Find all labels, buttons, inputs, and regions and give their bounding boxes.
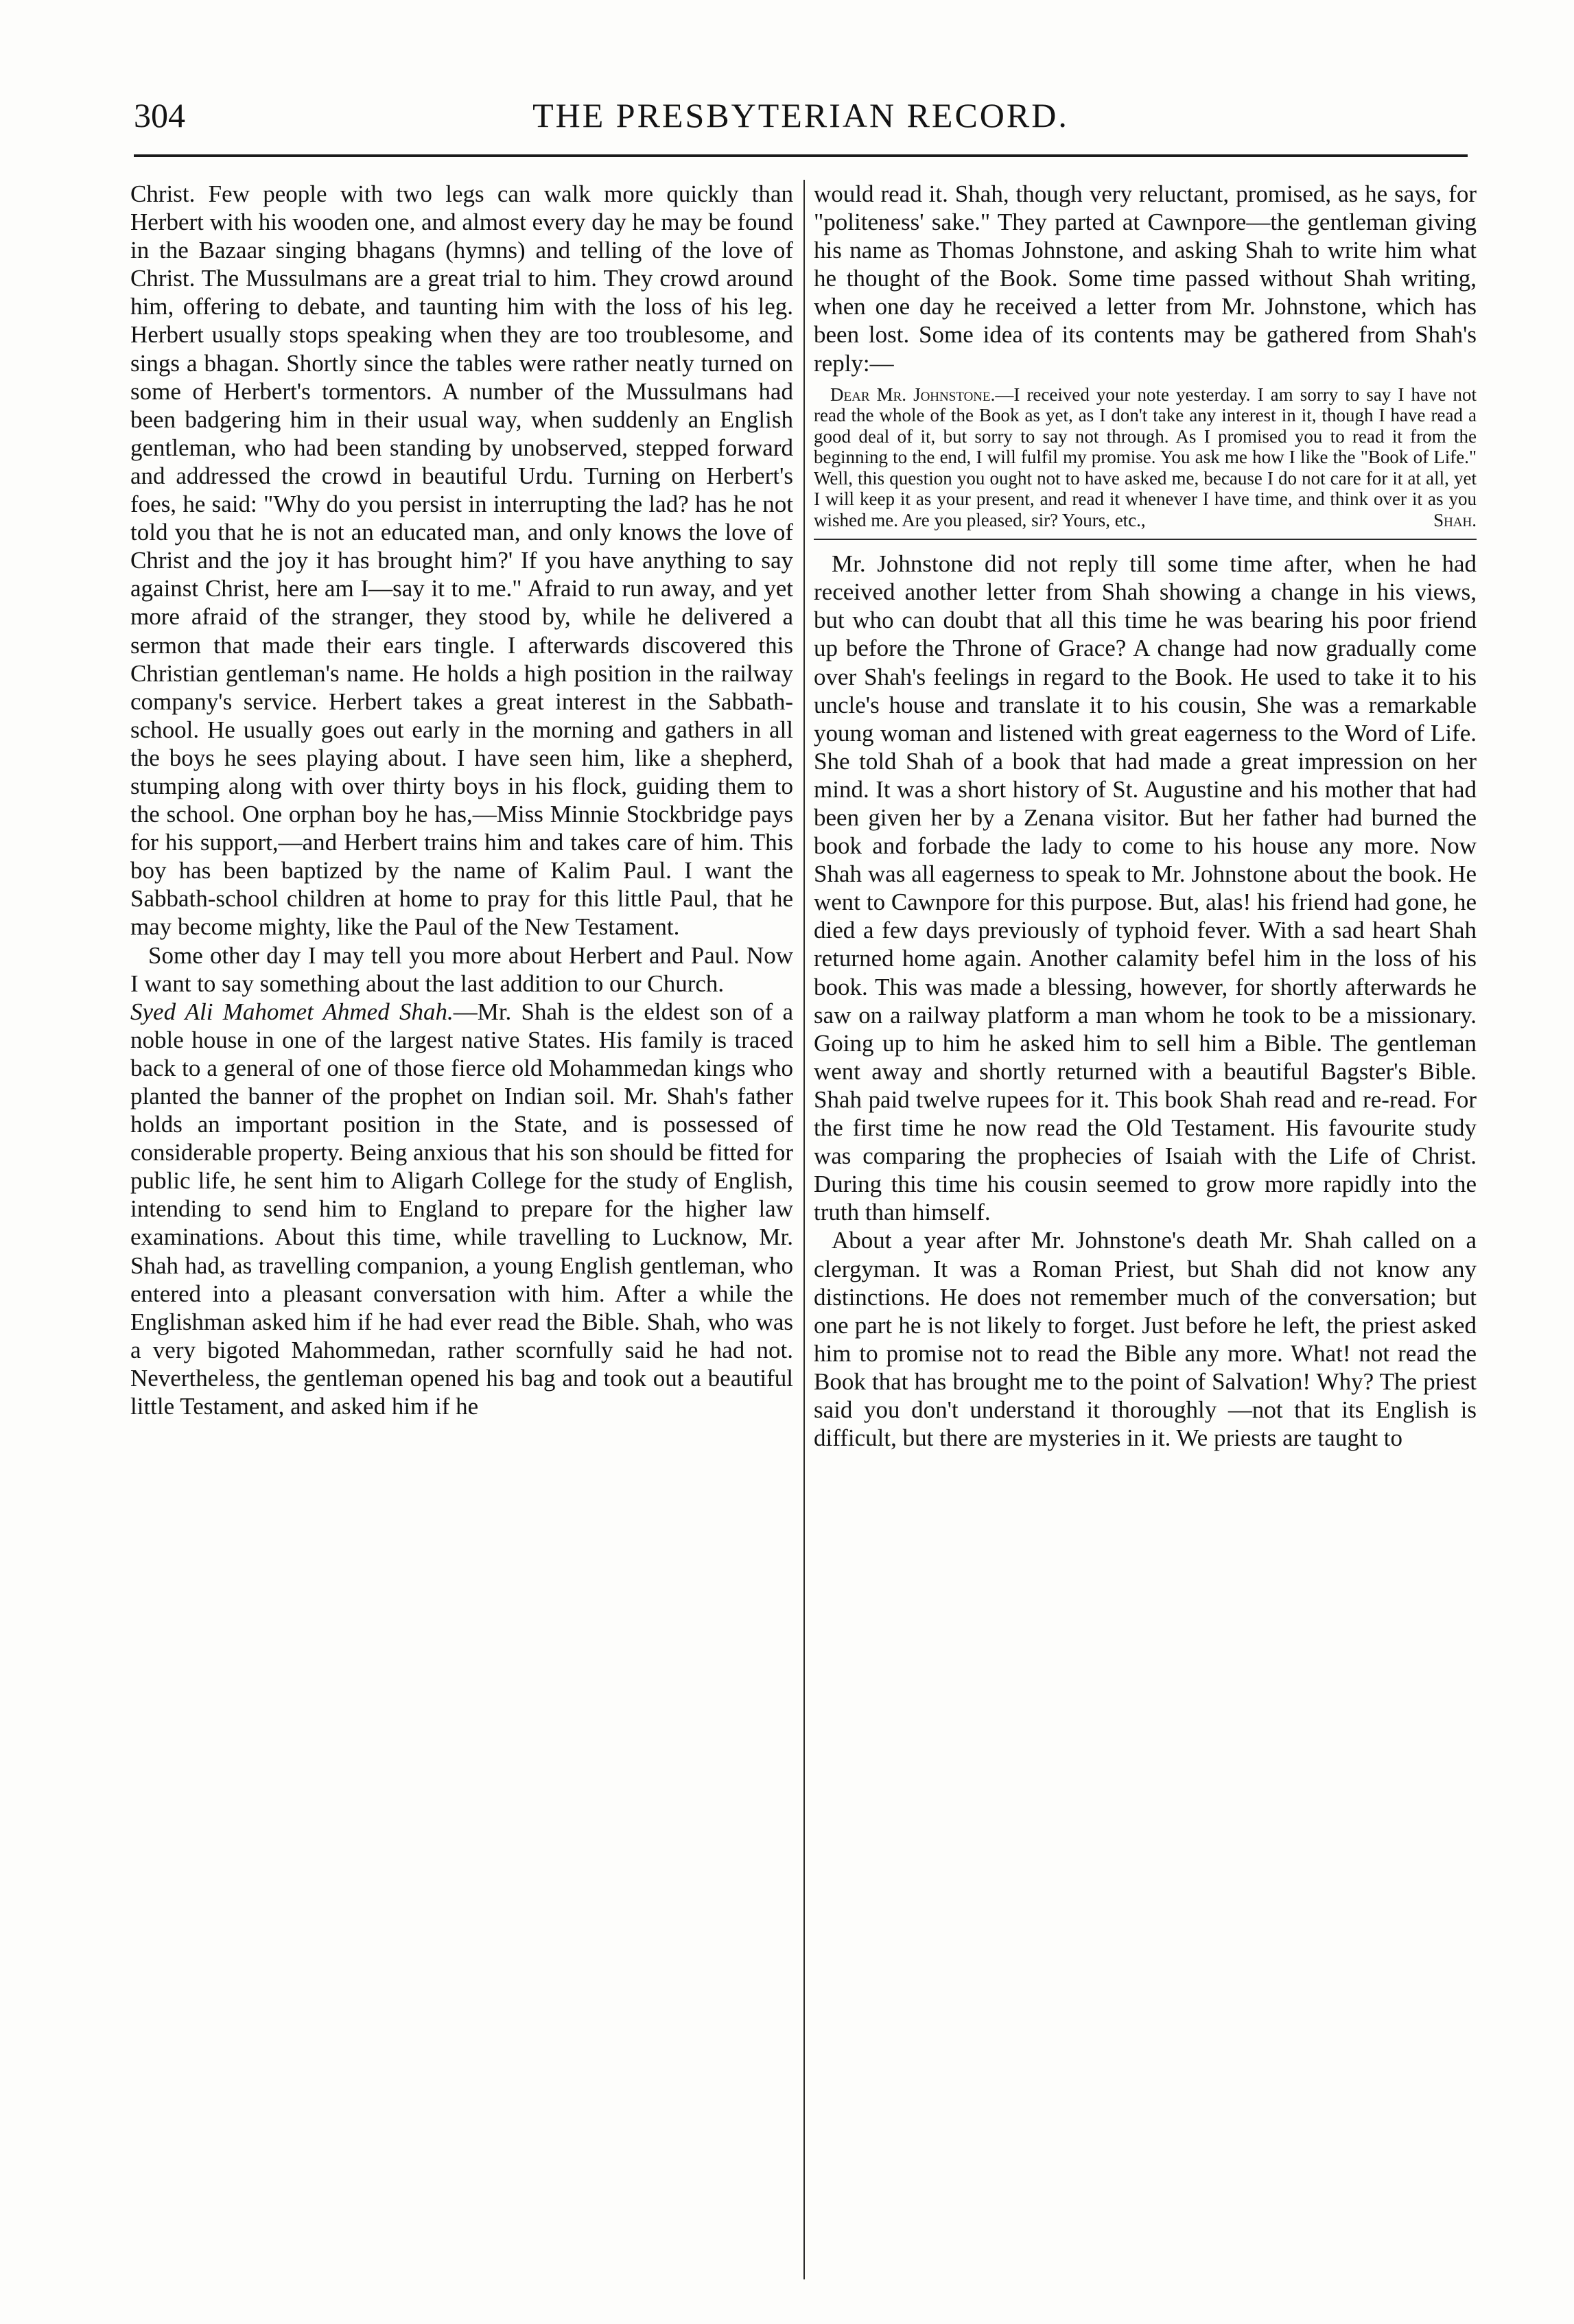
running-title: THE PRESBYTERIAN RECORD. [532, 96, 1069, 134]
letter-separator [814, 539, 1477, 540]
paragraph-text: —Mr. Shah is the eldest son of a noble house in one of the largest native States. His family is traced back to a general of one of those fierce old Mohammedan kings who planted the banner of the prophet on Indian soil. Mr. Shah's father holds an important position in the State, and is possessed of considerable property. Being anxious that his son should be fitted for public life, he sent him to Aligarh College for the study of English, intending to send him to England to prepare for the higher law examinations. About this time, while travelling to Lucknow, Mr. Shah had, as travelling companion, a young English gentleman, who entered into a pleasant conversation with him. After a while the Englishman asked him if he had ever read the Bible. Shah, who was a very bigoted Mahommedan, rather scornfully said he had not. Nevertheless, the gentleman opened his bag and took out a beautiful little Testament, and asked him if he [130, 998, 793, 1420]
quoted-letter [814, 384, 1477, 531]
paragraph: Christ. Few people with two legs can walk more quickly than Herbert with his wooden one, and almost every day he may be found in the Bazaar singing bhagans (hymns) and telling of the love of Christ. The Mussulmans are a great trial to him. They crowd around him, offering to debate, and taunting him with the loss of his leg. Herbert usually stops speaking when they are too troublesome, and sings a bhagan. Shortly since the tables were rather neatly turned on some of Herbert's tormentors. A number of the Mussulmans had been badgering him in their usual way, when suddenly an English gentleman, who had been standing by unobserved, stepped forward and addressed the crowd in beautiful Urdu. Turning on Herbert's foes, he said: "Why do you persist in interrupting the lad? has he not told you that he is not an educated man, and only knows the love of Christ and the joy it has brought him?' If you have anything to say against Christ, here am I—say it to me." Afraid to run away, and yet more afraid of the stranger, they stood by, while he delivered a sermon that made their ears tingle. I afterwards discovered this Christian gentleman's name. He holds a high position in the railway company's service. Herbert takes a great interest in the Sabbath-school. He usually goes out early in the morning and gathers in all the boys he sees playing about. I have seen him, like a shepherd, stumping along with over thirty boys in his flock, guiding them to the school. One orphan boy he has,—Miss Minnie Stockbridge pays for his support,—and Herbert trains him and takes care of him. This boy has been baptized by the name of Kalim Paul. I want the Sabbath-school children at home to pray for this little Paul, that he may become mighty, like the Paul of the New Testament. [130, 180, 793, 941]
page-header [134, 88, 1468, 143]
letter-salutation: Dear Mr. Johnstone. [830, 384, 996, 405]
paragraph: Some other day I may tell you more about Herbert and Paul. Now I want to say something about the last addition to our Church. [130, 941, 793, 997]
letter-signature: Shah. [1433, 509, 1477, 530]
paragraph: About a year after Mr. Johnstone's death Mr. Shah called on a clergyman. It was a Roman Priest, but Shah did not know any distinctions. He does not remember much of the conversation; but one part he is not likely to forget. Just before he left, the priest asked him to promise not to read the Bible any more. What! not read the Book that has brought me to the point of Salvation! Why? The priest said you don't understand it thoroughly —not that its English is difficult, but there are mysteries in it. We priests are taught to [814, 1227, 1477, 1452]
column-divider [803, 180, 805, 2279]
page-number: 304 [134, 96, 185, 134]
right-column [814, 180, 1477, 2279]
letter-body: —I received your note yesterday. I am sorry to say I have not read the whole of the Book as yet, as I don't take any interest in it, though I have read a good deal of it, but sorry to say not through. As I promised you to read it from the beginning to the end, I will fulfil my promise. You ask me how I like the "Book of Life." Well, this question you ought not to have asked me, because I do not care for it at all, yet I will keep it as your present, and read it whenever I have time, and think over it as you wished me. Are you pleased, sir? Yours, etc., [814, 384, 1477, 530]
left-column [130, 180, 793, 2279]
paragraph: Mr. Johnstone did not reply till some time after, when he had received another letter from Shah showing a change in his views, but who can doubt that all this time he was bearing his poor friend up before the Throne of Grace? A change had now gradually come over Shah's feelings in regard to the Book. He used to take it to his uncle's house and translate it to his cousin, She was a remarkable young woman and listened with great eagerness to the Word of Life. She told Shah of a book that had made a great impression on her mind. It was a short history of St. Augustine and his mother that had been given her by a Zenana visitor. But her father had burned the book and forbade the lady to come to his house any more. Now Shah was all eagerness to speak to Mr. Johnstone about the book. He went to Cawnpore for this purpose. But, alas! his friend had gone, he died a few days previously of typhoid fever. With a sad heart Shah returned home again. Another calamity befel him in the loss of his book. This was made a blessing, however, for shortly afterwards he saw on a railway platform a man whom he took to be a missionary. Going up to him he asked him to sell him a Bible. The gentleman went away and shortly returned with a beautiful Bagster's Bible. Shah paid twelve rupees for it. This book Shah read and re-read. For the first time he now read the Old Testament. His favourite study was comparing the prophecies of Isaiah with the Life of Christ. During this time his cousin seemed to grow more rapidly into the truth than himself. [814, 550, 1477, 1226]
paragraph-with-section-title [130, 998, 793, 1420]
paragraph: would read it. Shah, though very reluctant, promised, as he says, for "politeness' sake." They parted at Cawnpore—the gentleman giving his name as Thomas Johnstone, and asking Shah to write him what he thought of the Book. Some time passed without Shah writing, when one day he received a letter from Mr. Johnstone, which has been lost. Some idea of its contents may be gathered from Shah's reply:— [814, 180, 1477, 377]
header-rule [134, 154, 1468, 157]
section-title: Syed Ali Mahomet Ahmed Shah. [130, 998, 454, 1025]
